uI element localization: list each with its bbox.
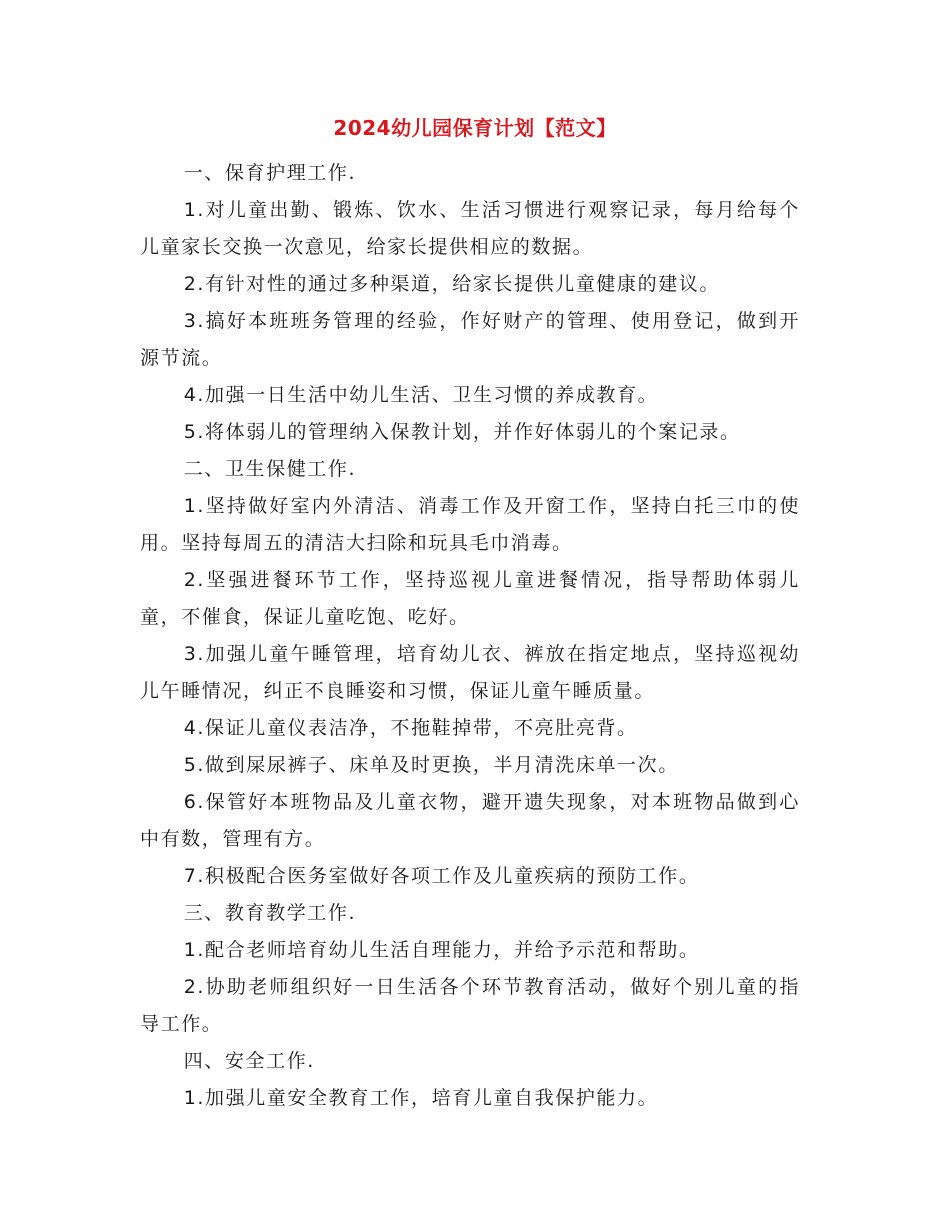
paragraph: 4.保证儿童仪表洁净，不拖鞋掉带，不亮肚亮背。 [183,717,638,739]
section-heading-safety: 四、安全工作. [183,1050,315,1072]
paragraph: 2.有针对性的通过多种渠道，给家长提供儿童健康的建议。 [183,273,721,295]
paragraph: 1.对儿童出勤、锻炼、饮水、生活习惯进行观察记录，每月给每个儿童家长交换一次意见，给家长提供相应的数据。 [140,199,800,258]
paragraph: 6.保管好本班物品及儿童衣物，避开遗失现象，对本班物品做到心中有数，管理有方。 [140,791,800,850]
paragraph: 7.积极配合医务室做好各项工作及儿童疾病的预防工作。 [183,865,700,887]
paragraph: 5.将体弱儿的管理纳入保教计划，并作好体弱儿的个案记录。 [183,421,741,443]
paragraph: 3.搞好本班班务管理的经验，作好财产的管理、使用登记，做到开源节流。 [140,310,800,369]
paragraph: 4.加强一日生活中幼儿生活、卫生习惯的养成教育。 [183,384,659,406]
section-heading-hygiene: 二、卫生保健工作. [183,458,357,480]
paragraph: 5.做到屎尿裤子、床单及时更换，半月清洗床单一次。 [183,754,679,776]
paragraph: 2.坚强进餐环节工作，坚持巡视儿童进餐情况，指导帮助体弱儿童，不催食，保证儿童吃饱、吃好。 [140,569,800,628]
paragraph: 1.坚持做好室内外清洁、消毒工作及开窗工作，坚持白托三巾的使用。坚持每周五的清洁大扫除和玩具毛巾消毒。 [140,495,800,554]
document-body [140,155,800,1117]
paragraph: 3.加强儿童午睡管理，培育幼儿衣、裤放在指定地点，坚持巡视幼儿午睡情况，纠正不良睡姿和习惯，保证儿童午睡质量。 [140,643,800,702]
paragraph: 2.协助老师组织好一日生活各个环节教育活动，做好个别儿童的指导工作。 [140,976,800,1035]
section-heading-care: 一、保育护理工作. [183,162,357,184]
document-title: 2024幼儿园保育计划【范文】 [333,116,617,140]
paragraph: 1.加强儿童安全教育工作，培育儿童自我保护能力。 [183,1087,659,1109]
section-heading-teaching: 三、教育教学工作. [183,902,357,924]
paragraph: 1.配合老师培育幼儿生活自理能力，并给予示范和帮助。 [183,939,700,961]
